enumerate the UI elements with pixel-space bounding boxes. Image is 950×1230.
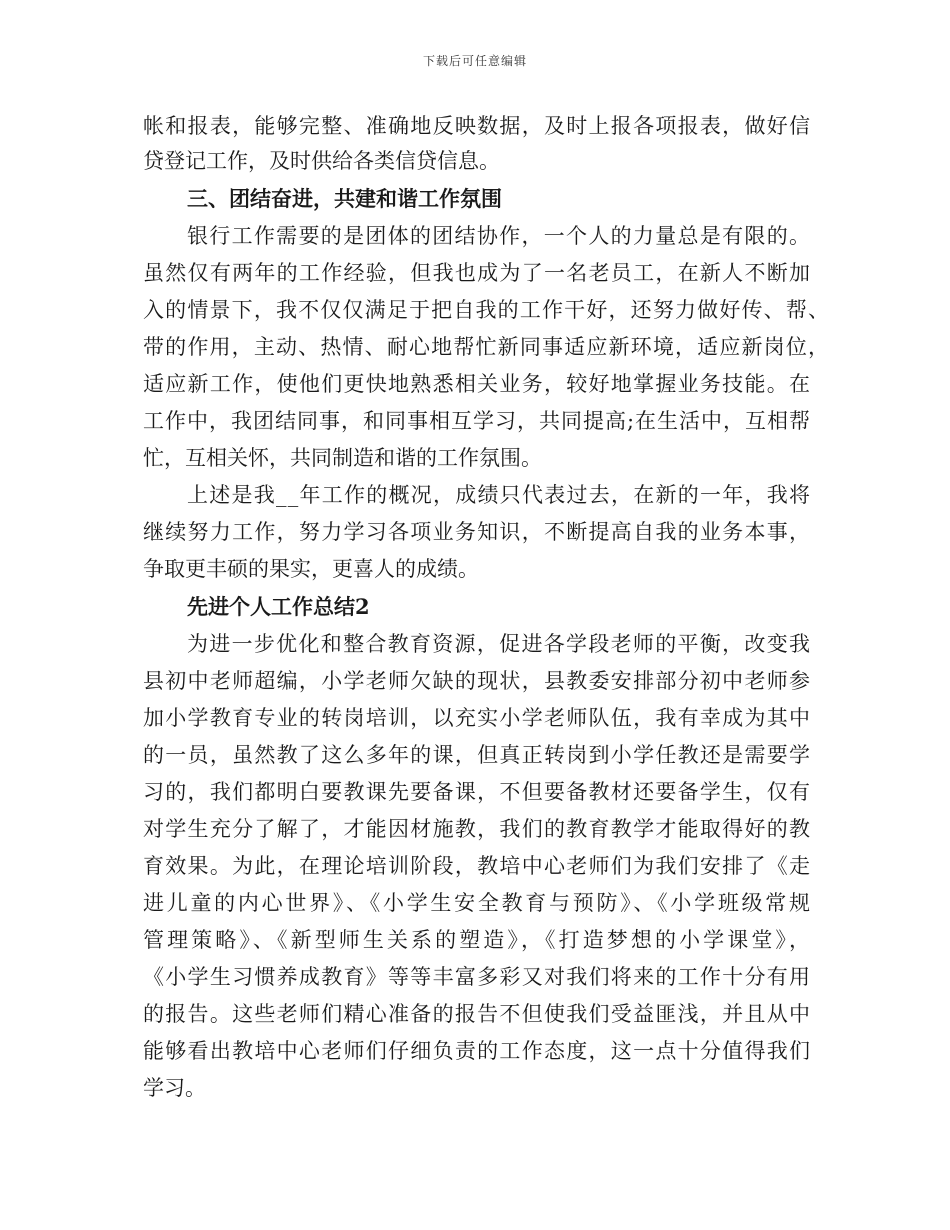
text-line: 虽然仅有两年的工作经验，但我也成为了一名老员工，在新人不断加	[143, 261, 812, 285]
text-line: 的一员，虽然教了这么多年的课，但真正转岗到小学任教还是需要学	[143, 743, 812, 767]
text-line: 管理策略》、《新型师生关系的塑造》，《打造梦想的小学课堂》，	[143, 928, 814, 952]
section-heading: 三、团结奋进，共建和谐工作氛围	[187, 186, 502, 211]
text-line: 对学生充分了解了，才能因材施教，我们的教育教学才能取得好的教	[143, 817, 812, 841]
text-line: 入的情景下，我不仅仅满足于把自我的工作干好，还努力做好传、帮、	[143, 298, 831, 322]
text-line: 育效果。为此，在理论培训阶段，教培中心老师们为我们安排了《走	[143, 854, 812, 878]
text-line: 忙，互相关怀，共同制造和谐的工作氛围。	[143, 446, 542, 470]
text-line: 适应新工作，使他们更快地熟悉相关业务，较好地掌握业务技能。在	[143, 372, 812, 396]
text-line: 争取更丰硕的果实，更喜人的成绩。	[143, 557, 479, 581]
text-line: 习的，我们都明白要教课先要备课，不但要备教材还要备学生，仅有	[143, 780, 812, 804]
text-line: 带的作用，主动、热情、耐心地帮忙新同事适应新环境，适应新岗位，	[143, 335, 831, 359]
section-heading: 先进个人工作总结2	[187, 594, 370, 619]
text-line: 继续努力工作，努力学习各项业务知识，不断提高自我的业务本事，	[143, 520, 812, 544]
text-line: 的报告。这些老师们精心准备的报告不但使我们受益匪浅，并且从中	[143, 1002, 812, 1026]
page-header: 下载后可任意编辑	[422, 54, 527, 68]
text-line: 贷登记工作，及时供给各类信贷信息。	[143, 149, 500, 173]
text-line: 帐和报表，能够完整、准确地反映数据，及时上报各项报表，做好信	[143, 114, 812, 138]
text-line: 县初中老师超编，小学老师欠缺的现状，县教委安排部分初中老师参	[143, 669, 812, 693]
text-line: 加小学教育专业的转岗培训，以充实小学老师队伍，我有幸成为其中	[143, 706, 812, 730]
text-line: 《小学生习惯养成教育》等等丰富多彩又对我们将来的工作十分有用	[143, 965, 812, 989]
text-line: 能够看出教培中心老师们仔细负责的工作态度，这一点十分值得我们	[143, 1039, 812, 1063]
text-line: 进儿童的内心世界》、《小学生安全教育与预防》、《小学班级常规	[143, 891, 813, 915]
paragraph-first-line: 为进一步优化和整合教育资源，促进各学段老师的平衡，改变我	[187, 632, 812, 656]
paragraph-first-line: 银行工作需要的是团体的团结协作，一个人的力量总是有限的。	[187, 224, 812, 248]
paragraph-first-line: 上述是我__年工作的概况，成绩只代表过去，在新的一年，我将	[187, 483, 812, 507]
text-line: 学习。	[143, 1076, 206, 1100]
text-line: 工作中，我团结同事，和同事相互学习，共同提高;在生活中，互相帮	[143, 409, 811, 433]
